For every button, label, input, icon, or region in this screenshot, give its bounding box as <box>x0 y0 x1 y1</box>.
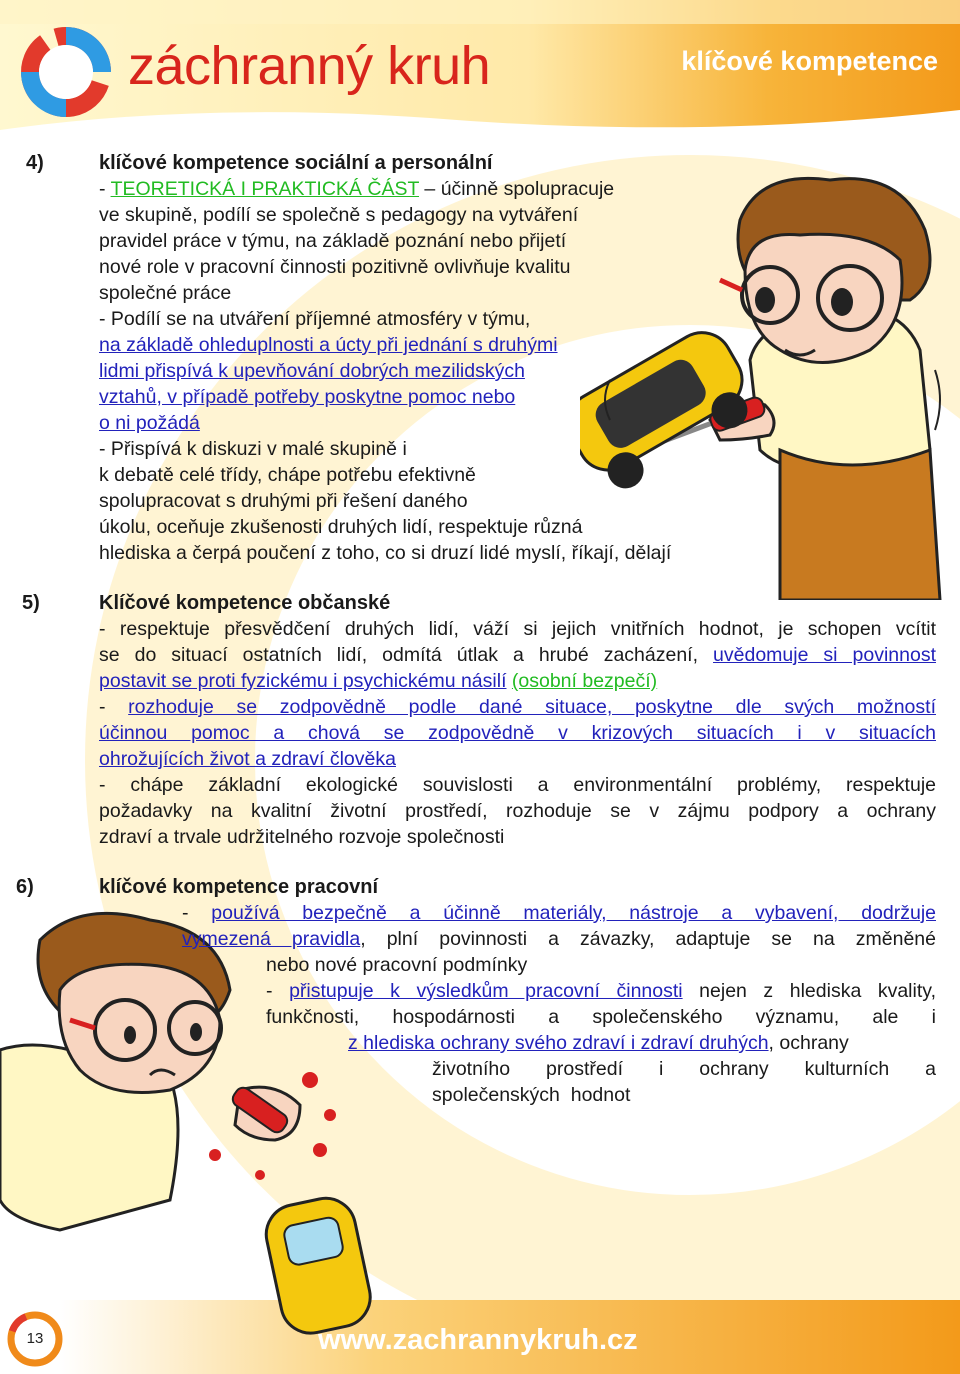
section-6-line <box>182 926 936 952</box>
section-6-title: klíčové kompetence pracovní <box>99 876 379 898</box>
duty-link[interactable]: uvědomuje si povinnost <box>713 644 936 666</box>
results-link[interactable]: přistupuje k výsledkům pracovní činnosti <box>289 980 683 1002</box>
section-4-line: - Přispívá k diskuzi v malé skupině i <box>99 438 407 460</box>
violence-link[interactable]: postavit se proti fyzickému i psychickému násilí <box>99 670 507 692</box>
section-4-line: k debatě celé třídy, chápe potřebu efektivně <box>99 464 476 486</box>
section-4-line: spolupracovat s druhými při řešení daného <box>99 490 468 512</box>
text-span: , ochrany <box>768 1032 849 1054</box>
section-4-line: - Podílí se na utváření příjemné atmosféry v týmu, <box>99 308 531 330</box>
dash: - <box>266 980 290 1002</box>
text-span: nejen z hlediska kvality, <box>682 980 936 1002</box>
page-number: 13 <box>26 1330 44 1347</box>
section-6-line: funkčnosti, hospodárnosti a společenského významu, ale i <box>266 1006 936 1028</box>
boy-fixing-car-illustration <box>580 150 960 600</box>
footer-url-link[interactable]: www.zachrannykruh.cz <box>318 1324 638 1356</box>
section-6-line <box>266 978 936 1004</box>
logo-text: záchranný kruh <box>128 36 491 96</box>
section-4-line: pravidel práce v týmu, na základě poznání nebo přijetí <box>99 230 567 252</box>
section-4-line: ve skupině, podílí se společně s pedagogy na vytváření <box>99 204 579 226</box>
section-6-number: 6) <box>16 876 34 898</box>
section-4-link-line[interactable]: na základě ohleduplnosti a úcty při jednání s druhými <box>99 334 558 356</box>
section-4-link-line[interactable]: lidmi přispívá k upevňování dobrých mezilidských <box>99 360 525 382</box>
section-4-line: společné práce <box>99 282 232 304</box>
section-6-line: společenských hodnot <box>432 1084 631 1106</box>
section-4-line: nové role v pracovní činnosti pozitivně ovlivňuje kvalitu <box>99 256 571 278</box>
dash: - <box>182 902 212 924</box>
logo-ring-icon <box>14 20 118 124</box>
section-6-line: nebo nové pracovní podmínky <box>266 954 528 976</box>
section-label: klíčové kompetence <box>681 46 938 76</box>
text-span: – účinně spolupracuje <box>419 178 615 200</box>
section-5-line: požadavky na kvalitní životní prostředí, rozhoduje se v zájmu podpory a ochrany <box>99 800 936 822</box>
section-4-line <box>99 176 614 202</box>
section-6-line <box>182 900 936 926</box>
text-span: , plní povinnosti a závazky, adaptuje se na změněné <box>360 928 936 950</box>
responsibility-link[interactable]: rozhoduje se zodpovědně podle dané situace, poskytne dle svých možností <box>128 696 936 718</box>
section-6-line: životního prostředí i ochrany kulturních a <box>432 1058 936 1080</box>
section-5-number: 5) <box>22 592 40 614</box>
materials-link[interactable]: používá bezpečně a účinně materiály, nástroje a vybavení, dodržuje <box>211 902 936 924</box>
personal-safety-link[interactable]: (osobní bezpečí) <box>511 670 658 692</box>
section-5-line <box>99 642 936 668</box>
section-5-title: Klíčové kompetence občanské <box>99 592 391 614</box>
health-protection-link[interactable]: z hlediska ochrany svého zdraví i zdraví druhých <box>348 1032 769 1054</box>
section-4-link-line[interactable]: o ni požádá <box>99 412 200 434</box>
theory-practice-link[interactable]: TEORETICKÁ I PRAKTICKÁ ČÁST <box>110 178 420 200</box>
section-5-line: zdraví a trvale udržitelného rozvoje společnosti <box>99 826 505 848</box>
section-5-line: - chápe základní ekologické souvislosti a environmentální problémy, respektuje <box>99 774 936 796</box>
section-4-line: úkolu, oceňuje zkušenosti druhých lidí, respektuje různá <box>99 516 583 538</box>
section-4-number: 4) <box>26 152 44 174</box>
text-span: se do situací ostatních lidí, odmítá útlak a hrubé zacházení, <box>99 644 714 666</box>
section-5-line <box>99 668 657 694</box>
section-5-link-line[interactable]: účinnou pomoc a chová se zodpovědně v krizových situacích i v situacích <box>99 722 936 744</box>
dash: - <box>99 178 111 200</box>
section-5-line <box>99 694 936 720</box>
section-6-line <box>348 1030 849 1056</box>
section-4-title: klíčové kompetence sociální a personální <box>99 152 493 174</box>
section-4-line: hlediska a čerpá poučení z toho, co si druzí lidé myslí, říkají, dělají <box>99 542 672 564</box>
dash: - <box>99 696 129 718</box>
rules-link[interactable]: vymezená pravidla <box>182 928 361 950</box>
section-5-link-line[interactable]: ohrožujících život a zdraví člověka <box>99 748 396 770</box>
section-5-line: - respektuje přesvědčení druhých lidí, váží si jejich vnitřních hodnot, je schopen vcítit <box>99 618 936 640</box>
section-4-link-line[interactable]: vztahů, v případě potřeby poskytne pomoc nebo <box>99 386 516 408</box>
